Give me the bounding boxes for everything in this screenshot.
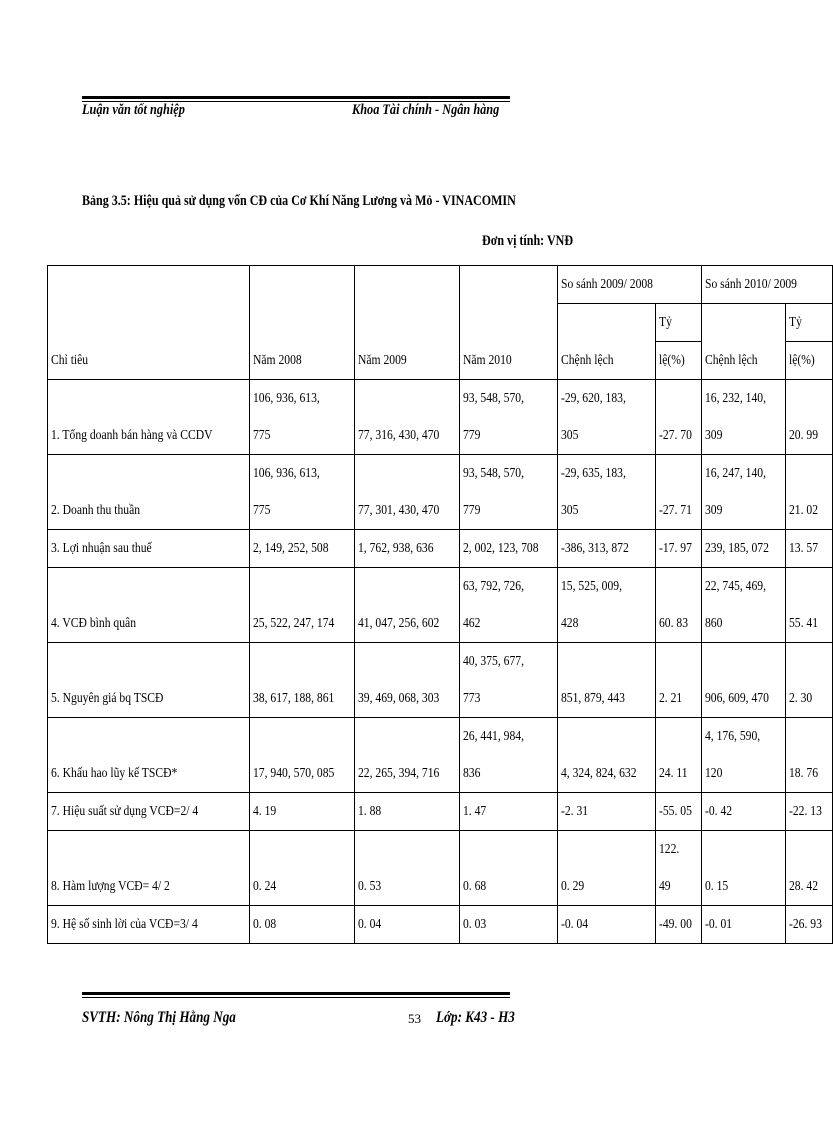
cell-pct-2009-2008: -17. 97 xyxy=(655,530,702,568)
table-caption: Bảng 3.5: Hiệu quả sử dụng vốn CĐ của Cơ Khí Năng Lương và Mỏ - VINACOMIN xyxy=(82,193,516,209)
header-pct-2-top: Tỷ xyxy=(786,304,833,342)
cell-diff-2009-2008: 4, 324, 824, 632 xyxy=(557,718,655,793)
cell-value-2010: 1. 47 xyxy=(459,793,557,831)
cell-pct-2009-2008: 2. 21 xyxy=(655,643,702,718)
table-row xyxy=(48,643,833,718)
cell-diff-2010-2009: 16, 247, 140, 309 xyxy=(702,455,786,530)
header-2008: Năm 2008 xyxy=(249,266,354,380)
cell-label: 6. Khấu hao lũy kế TSCĐ* xyxy=(48,718,250,793)
cell-label: 3. Lợi nhuận sau thuế xyxy=(48,530,250,568)
cell-pct-2010-2009: 28. 42 xyxy=(786,831,833,906)
cell-value-2009: 77, 301, 430, 470 xyxy=(354,455,459,530)
cell-value-2010: 93, 548, 570, 779 xyxy=(459,380,557,455)
cell-diff-2010-2009: 16, 232, 140, 309 xyxy=(702,380,786,455)
cell-pct-2009-2008: -27. 70 xyxy=(655,380,702,455)
table-row xyxy=(48,455,833,530)
table-row xyxy=(48,906,833,944)
header-thesis-title: Luận văn tốt nghiệp xyxy=(82,102,185,118)
cell-pct-2009-2008: -49. 00 xyxy=(655,906,702,944)
header-2010: Năm 2010 xyxy=(459,266,557,380)
page-number: 53 xyxy=(408,1011,421,1026)
cell-value-2008: 38, 617, 188, 861 xyxy=(249,643,354,718)
cell-pct-2009-2008: -27. 71 xyxy=(655,455,702,530)
cell-label: 5. Nguyên giá bq TSCĐ xyxy=(48,643,250,718)
cell-value-2008: 106, 936, 613, 775 xyxy=(249,380,354,455)
cell-label: 2. Doanh thu thuần xyxy=(48,455,250,530)
table-row xyxy=(48,568,833,643)
cell-diff-2009-2008: -29, 620, 183, 305 xyxy=(557,380,655,455)
cell-diff-2010-2009: 4, 176, 590, 120 xyxy=(702,718,786,793)
cell-pct-2010-2009: -26. 93 xyxy=(786,906,833,944)
cell-value-2009: 0. 04 xyxy=(354,906,459,944)
cell-pct-2010-2009: 13. 57 xyxy=(786,530,833,568)
cell-diff-2009-2008: -29, 635, 183, 305 xyxy=(557,455,655,530)
cell-diff-2010-2009: 0. 15 xyxy=(702,831,786,906)
footer-student: SVTH: Nông Thị Hằng Nga xyxy=(82,1009,236,1026)
cell-pct-2009-2008: 122. 49 xyxy=(655,831,702,906)
cell-value-2008: 17, 940, 570, 085 xyxy=(249,718,354,793)
cell-value-2009: 0. 53 xyxy=(354,831,459,906)
table-row xyxy=(48,718,833,793)
cell-value-2010: 40, 375, 677, 773 xyxy=(459,643,557,718)
table-row xyxy=(48,793,833,831)
header-diff-1: Chệnh lệch xyxy=(557,304,655,380)
table-row xyxy=(48,831,833,906)
cell-label: 9. Hệ số sinh lời của VCĐ=3/ 4 xyxy=(48,906,250,944)
cell-diff-2009-2008: -386, 313, 872 xyxy=(557,530,655,568)
cell-pct-2010-2009: -22. 13 xyxy=(786,793,833,831)
cell-value-2010: 63, 792, 726, 462 xyxy=(459,568,557,643)
cell-label: 1. Tổng doanh bán hàng và CCDV xyxy=(48,380,250,455)
header-rule-thick xyxy=(82,96,510,99)
footer-rule-thick xyxy=(82,992,510,995)
cell-value-2010: 93, 548, 570, 779 xyxy=(459,455,557,530)
cell-diff-2009-2008: -2. 31 xyxy=(557,793,655,831)
header-pct-1-top: Tỷ xyxy=(655,304,702,342)
header-diff-2: Chệnh lệch xyxy=(702,304,786,380)
cell-value-2008: 0. 08 xyxy=(249,906,354,944)
cell-value-2008: 25, 522, 247, 174 xyxy=(249,568,354,643)
header-pct-2-bottom: lệ(%) xyxy=(786,342,833,380)
header-compare-2010-2009: So sánh 2010/ 2009 xyxy=(702,266,833,304)
cell-diff-2010-2009: 906, 609, 470 xyxy=(702,643,786,718)
cell-diff-2010-2009: 239, 185, 072 xyxy=(702,530,786,568)
header-2009: Năm 2009 xyxy=(354,266,459,380)
unit-label: Đơn vị tính: VNĐ xyxy=(482,233,574,249)
cell-value-2009: 39, 469, 068, 303 xyxy=(354,643,459,718)
cell-diff-2010-2009: -0. 42 xyxy=(702,793,786,831)
cell-value-2008: 106, 936, 613, 775 xyxy=(249,455,354,530)
cell-pct-2010-2009: 21. 02 xyxy=(786,455,833,530)
table-row xyxy=(48,530,833,568)
cell-value-2009: 77, 316, 430, 470 xyxy=(354,380,459,455)
cell-diff-2010-2009: -0. 01 xyxy=(702,906,786,944)
footer-rule-thin xyxy=(82,997,510,998)
header-faculty: Khoa Tài chính - Ngân hàng xyxy=(352,102,500,118)
header-row-1 xyxy=(48,266,833,304)
header-compare-2009-2008: So sánh 2009/ 2008 xyxy=(557,266,702,304)
cell-value-2008: 2, 149, 252, 508 xyxy=(249,530,354,568)
cell-value-2008: 0. 24 xyxy=(249,831,354,906)
header-chi-tieu: Chỉ tiêu xyxy=(48,266,250,380)
cell-label: 8. Hàm lượng VCĐ= 4/ 2 xyxy=(48,831,250,906)
cell-label: 7. Hiệu suất sử dụng VCĐ=2/ 4 xyxy=(48,793,250,831)
cell-value-2009: 1. 88 xyxy=(354,793,459,831)
cell-diff-2009-2008: 0. 29 xyxy=(557,831,655,906)
cell-value-2010: 2, 002, 123, 708 xyxy=(459,530,557,568)
cell-value-2009: 41, 047, 256, 602 xyxy=(354,568,459,643)
table-row xyxy=(48,380,833,455)
efficiency-table xyxy=(47,265,833,944)
cell-value-2010: 0. 03 xyxy=(459,906,557,944)
cell-diff-2009-2008: 15, 525, 009, 428 xyxy=(557,568,655,643)
cell-value-2009: 22, 265, 394, 716 xyxy=(354,718,459,793)
cell-pct-2009-2008: 60. 83 xyxy=(655,568,702,643)
header-pct-1-bottom: lệ(%) xyxy=(655,342,702,380)
cell-value-2009: 1, 762, 938, 636 xyxy=(354,530,459,568)
cell-label: 4. VCĐ bình quân xyxy=(48,568,250,643)
cell-pct-2010-2009: 55. 41 xyxy=(786,568,833,643)
cell-diff-2010-2009: 22, 745, 469, 860 xyxy=(702,568,786,643)
footer-class: Lớp: K43 - H3 xyxy=(436,1009,515,1026)
cell-diff-2009-2008: -0. 04 xyxy=(557,906,655,944)
cell-pct-2010-2009: 2. 30 xyxy=(786,643,833,718)
cell-diff-2009-2008: 851, 879, 443 xyxy=(557,643,655,718)
cell-pct-2009-2008: 24. 11 xyxy=(655,718,702,793)
cell-value-2010: 26, 441, 984, 836 xyxy=(459,718,557,793)
cell-pct-2010-2009: 20. 99 xyxy=(786,380,833,455)
page-footer xyxy=(82,992,515,1032)
cell-pct-2009-2008: -55. 05 xyxy=(655,793,702,831)
cell-value-2010: 0. 68 xyxy=(459,831,557,906)
page-header xyxy=(82,96,510,122)
cell-value-2008: 4. 19 xyxy=(249,793,354,831)
cell-pct-2010-2009: 18. 76 xyxy=(786,718,833,793)
